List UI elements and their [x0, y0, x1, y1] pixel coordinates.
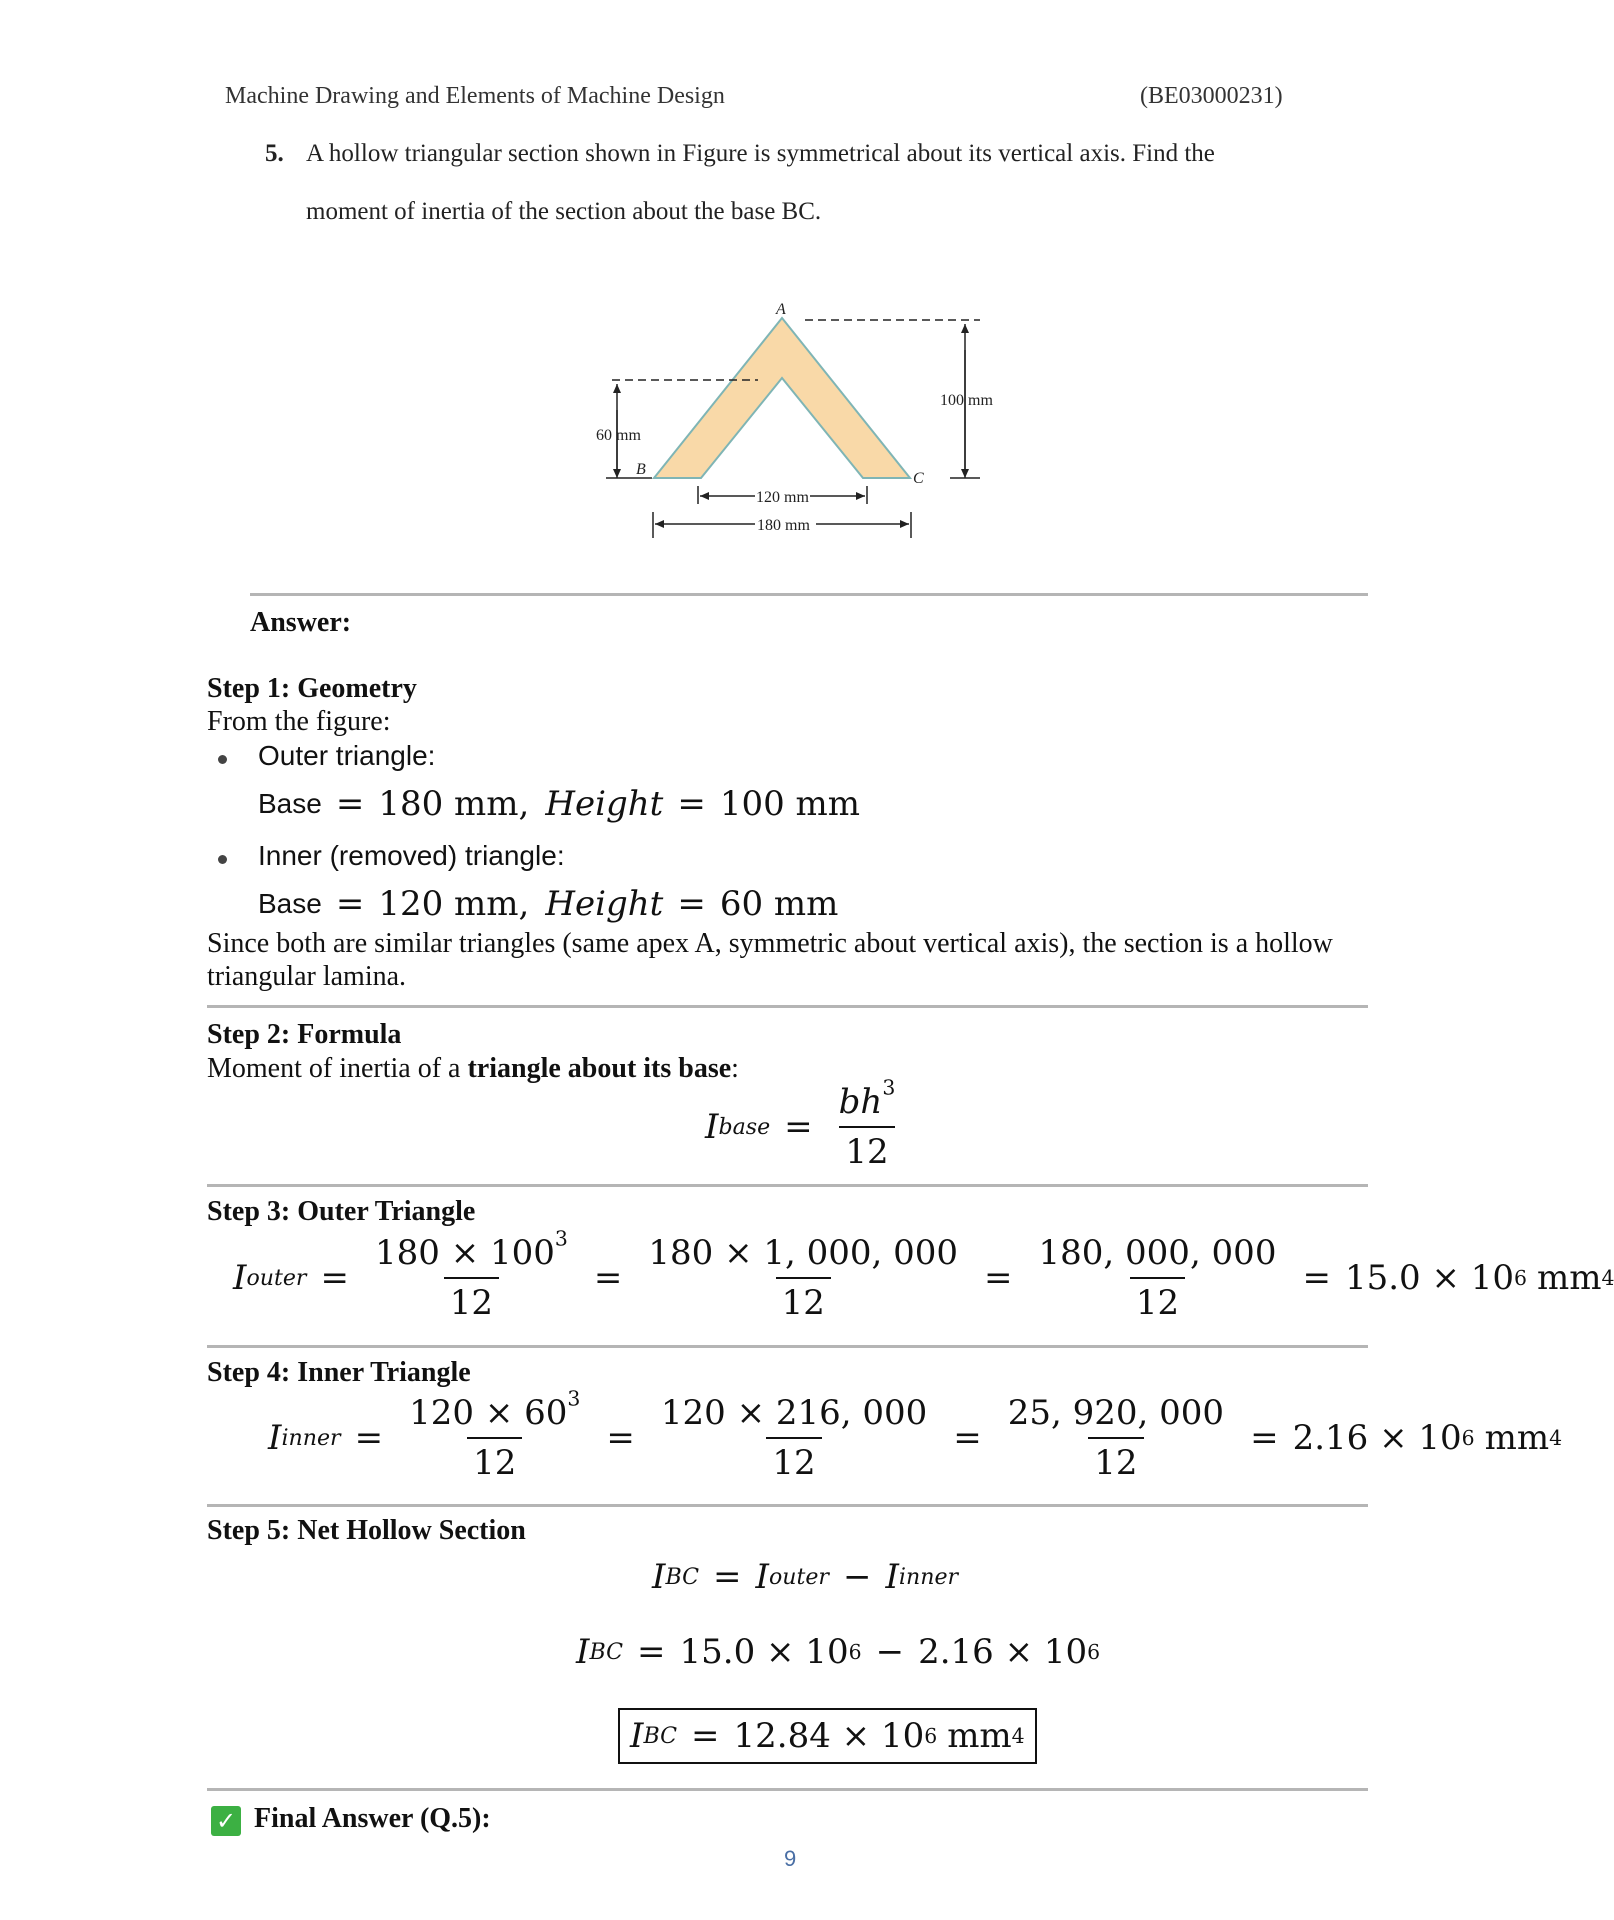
divider — [207, 1345, 1368, 1348]
triangle-section — [654, 318, 910, 478]
dim-120-label: 120 mm — [756, 489, 809, 506]
label-c: C — [913, 470, 924, 487]
dim-180-label: 180 mm — [757, 517, 810, 534]
step1-note-2: triangular lamina. — [207, 961, 407, 992]
question-number: 5. — [265, 140, 284, 167]
label-a: A — [776, 301, 786, 318]
dim-100-label: 100 mm — [940, 392, 993, 409]
inner-moment-eq: I inner = $\frac{120 \times 60^3}{12}$ = $\frac{120 \times 216, 000}{12}$ = $\frac{25, 920, 000}{12}$ = 2.16 × 10 6 mm 4 — [268, 1386, 1563, 1483]
divider — [207, 1788, 1368, 1791]
outer-moment-eq: I outer = $\frac{180 \times 100^3}{12}$ = $\frac{180 \times 1, 000, 000}{12}$ = $\frac{180, 000, 000}{12}$ = 15.0 × 10 6 mm 4 — [233, 1226, 1614, 1323]
hollow-triangle-figure — [580, 290, 1020, 550]
step2-intro: Moment of inertia of a triangle about its base: — [207, 1053, 739, 1084]
dim-60-label: 60 mm — [596, 427, 641, 444]
step5-title: Step 5: Net Hollow Section — [207, 1515, 526, 1546]
step4-title: Step 4: Inner Triangle — [207, 1357, 471, 1388]
divider — [207, 1184, 1368, 1187]
final-answer-label: Final Answer (Q.5): — [254, 1803, 491, 1834]
step1-note-1: Since both are similar triangles (same apex A, symmetric about vertical axis), the section is a hollow — [207, 928, 1333, 959]
outer-geometry-eq: Base = 180 mm, Height = 100 mm — [258, 784, 860, 824]
net-moment-eq-1: I BC = I outer − I inner — [652, 1557, 959, 1597]
step2-title: Step 2: Formula — [207, 1019, 402, 1050]
page-number: 9 — [784, 1846, 797, 1871]
bullet — [218, 755, 227, 764]
step1-title: Step 1: Geometry — [207, 673, 417, 704]
inner-geometry-eq: Base = 120 mm, Height = 60 mm — [258, 884, 839, 924]
question-line-1: A hollow triangular section shown in Figure is symmetrical about its vertical axis. Find the — [306, 140, 1215, 167]
divider — [207, 1504, 1368, 1507]
check-icon: ✓ — [211, 1806, 241, 1836]
divider — [207, 1005, 1368, 1008]
net-moment-eq-2: I BC = 15.0 × 10 6 − 2.16 × 10 6 — [576, 1632, 1101, 1672]
bullet — [218, 855, 227, 864]
step3-title: Step 3: Outer Triangle — [207, 1196, 476, 1227]
answer-label: Answer: — [250, 607, 352, 638]
label-b: B — [636, 461, 646, 478]
outer-triangle-label: Outer triangle: — [258, 740, 436, 771]
step1-intro: From the figure: — [207, 706, 391, 737]
inner-triangle-label: Inner (removed) triangle: — [258, 840, 565, 871]
header-title: Machine Drawing and Elements of Machine Design — [225, 83, 725, 109]
formula-base: I base = $\frac{bh^3}{12}$ — [705, 1075, 896, 1172]
final-boxed-result: I BC = 12.84 × 10 6 mm 4 — [618, 1708, 1037, 1764]
question-line-2: moment of inertia of the section about the base BC. — [306, 198, 822, 225]
divider — [250, 593, 1368, 596]
header-code: (BE03000231) — [1140, 83, 1283, 109]
